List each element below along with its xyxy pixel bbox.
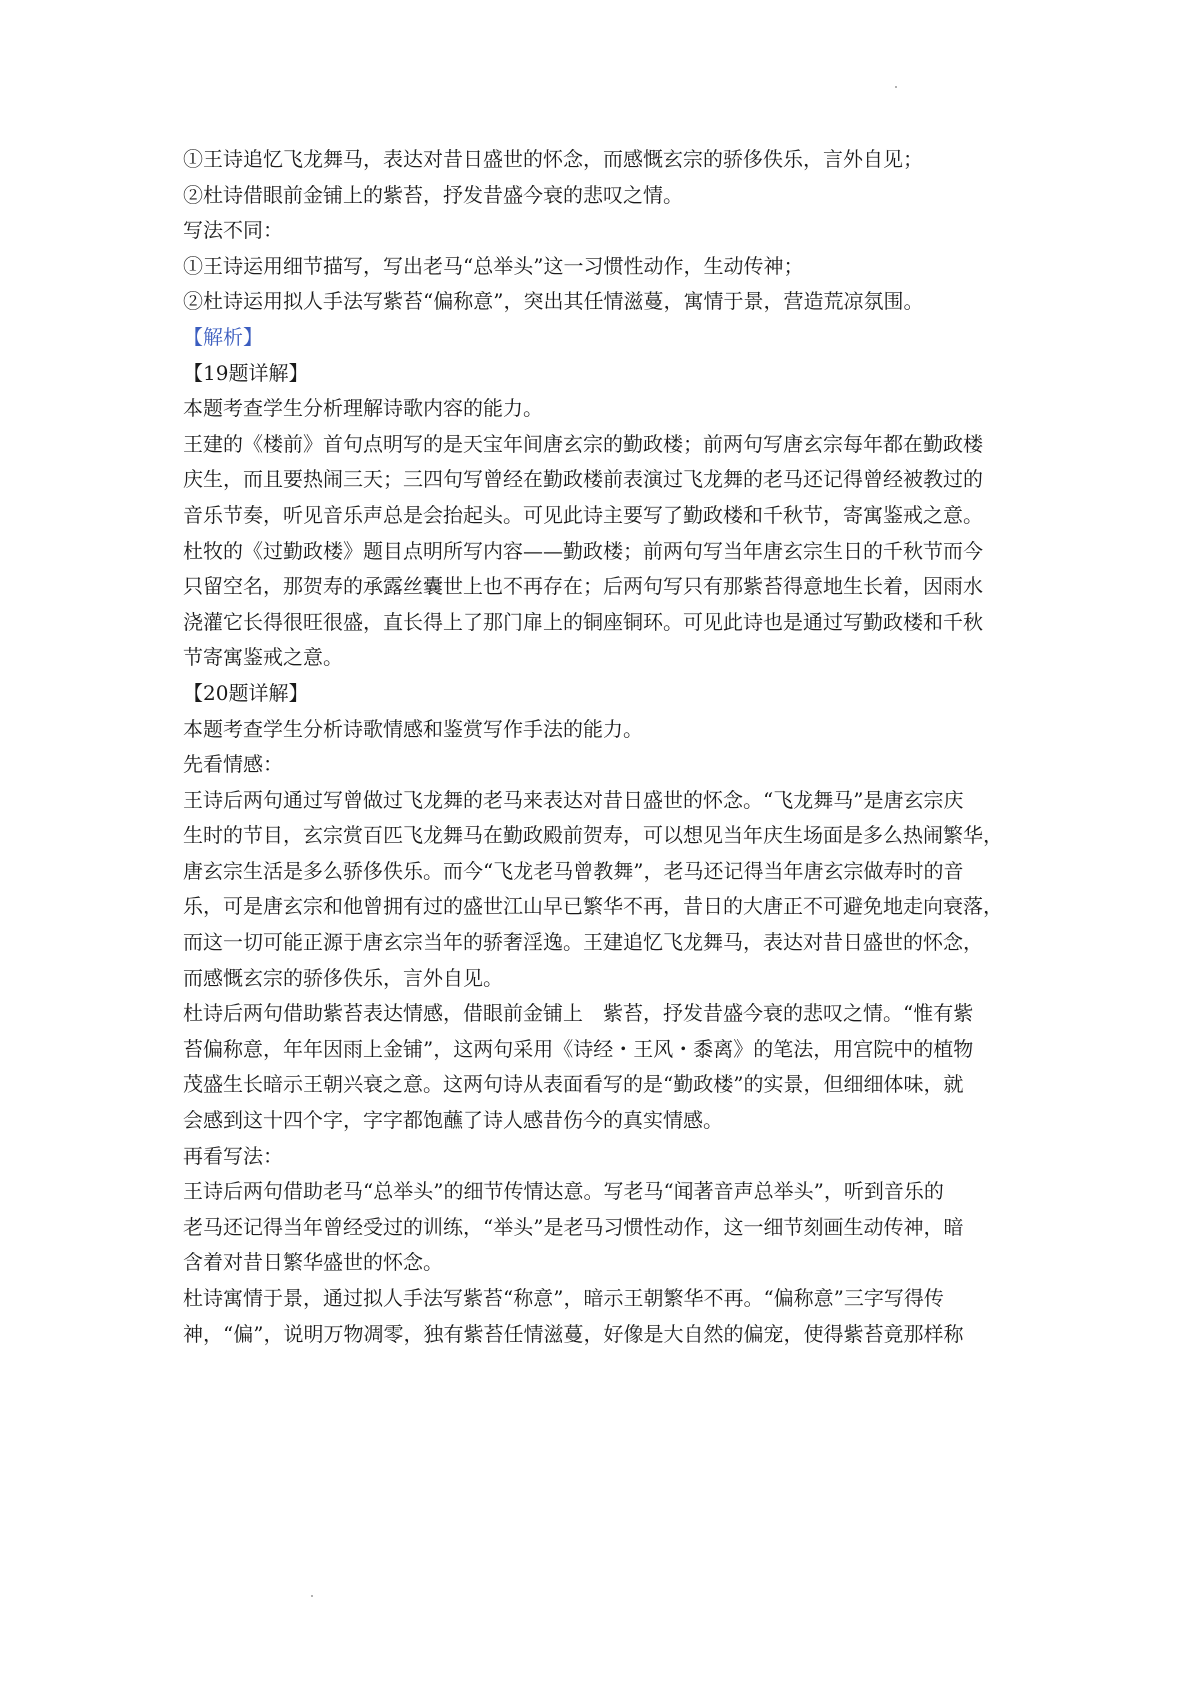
text-line: 含着对昔日繁华盛世的怀念。 xyxy=(183,1250,443,1275)
text-line: 苔偏称意，年年因雨上金铺”，这两句采用《诗经・王风・黍离》的笔法，用宫院中的植物 xyxy=(183,1036,974,1061)
text-line: 再看写法： xyxy=(183,1143,283,1168)
text-line: ①王诗追忆飞龙舞马，表达对昔日盛世的怀念，而感慨玄宗的骄侈佚乐，言外自见； xyxy=(183,147,923,171)
text-line: ②杜诗运用拟人手法写紫苔“偏称意”，突出其任情滋蔓，寓情于景，营造荒凉氛围。 xyxy=(183,289,924,314)
text-line: 神，“偏”，说明万物凋零，独有紫苔任情滋蔓，好像是大自然的偏宠，使得紫苔竟那样称 xyxy=(183,1321,964,1346)
text-line: 本题考查学生分析诗歌情感和鉴赏写作手法的能力。 xyxy=(183,716,643,741)
text-line: 乐，可是唐玄宗和他曾拥有过的盛世江山早已繁华不再，昔日的大唐正不可避免地走向衰落， xyxy=(183,894,1003,919)
text-line: 王建的《楼前》首句点明写的是天宝年间唐玄宗的勤政楼；前两句写唐玄宗每年都在勤政楼 xyxy=(183,431,983,456)
text-line: 庆生，而且要热闹三天；三四句写曾经在勤政楼前表演过飞龙舞的老马还记得曾经被教过的 xyxy=(183,467,983,492)
document-body xyxy=(183,142,1033,1352)
section-heading: 【解析】 xyxy=(183,324,263,349)
scan-speck xyxy=(895,86,897,88)
text-line: 节寄寓鉴戒之意。 xyxy=(183,645,343,670)
text-line: 只留空名，那贺寿的承露丝囊世上也不再存在；后两句写只有那紫苔得意地生长着，因雨水 xyxy=(183,574,983,599)
text-line: 而感慨玄宗的骄侈佚乐，言外自见。 xyxy=(183,965,503,990)
text-line: 会感到这十四个字，字字都饱蘸了诗人感昔伤今的真实情感。 xyxy=(183,1108,723,1133)
text-line: 杜牧的《过勤政楼》题目点明所写内容——勤政楼；前两句写当年唐玄宗生日的千秋节而今 xyxy=(183,538,983,563)
section-heading: 【19题详解】 xyxy=(183,360,309,385)
text-line: 茂盛生长暗示王朝兴衰之意。这两句诗从表面看写的是“勤政楼”的实景，但细细体味，就 xyxy=(183,1072,964,1097)
section-heading: 【20题详解】 xyxy=(183,680,309,705)
text-line: 杜诗后两句借助紫苔表达情感，借眼前金铺上 紫苔，抒发昔盛今衰的悲叹之情。“惟有紫 xyxy=(183,1001,974,1026)
text-line: 本题考查学生分析理解诗歌内容的能力。 xyxy=(183,396,543,421)
text-line: 写法不同： xyxy=(183,218,283,243)
text-line: 王诗后两句借助老马“总举头”的细节传情达意。写老马“闻著音声总举头”，听到音乐的 xyxy=(183,1179,944,1204)
text-line: 生时的节目，玄宗赏百匹飞龙舞马在勤政殿前贺寿，可以想见当年庆生场面是多么热闹繁华， xyxy=(183,823,1003,848)
text-line: 老马还记得当年曾经受过的训练，“举头”是老马习惯性动作，这一细节刻画生动传神，暗 xyxy=(183,1214,964,1239)
text-line: ②杜诗借眼前金铺上的紫苔，抒发昔盛今衰的悲叹之情。 xyxy=(183,182,683,207)
text-line: 先看情感： xyxy=(183,752,283,777)
text-line: 唐玄宗生活是多么骄侈佚乐。而今“飞龙老马曾教舞”，老马还记得当年唐玄宗做寿时的音 xyxy=(183,858,964,883)
text-line: ①王诗运用细节描写，写出老马“总举头”这一习惯性动作，生动传神； xyxy=(183,253,804,278)
text-line: 而这一切可能正源于唐玄宗当年的骄奢淫逸。王建追忆飞龙舞马，表达对昔日盛世的怀念， xyxy=(183,930,983,955)
text-line: 音乐节奏，听见音乐声总是会抬起头。可见此诗主要写了勤政楼和千秋节，寄寓鉴戒之意。 xyxy=(183,502,983,527)
scan-speck xyxy=(311,1595,313,1597)
text-line: 浇灌它长得很旺很盛，直长得上了那门扉上的铜座铜环。可见此诗也是通过写勤政楼和千秋 xyxy=(183,609,983,634)
text-line: 杜诗寓情于景，通过拟人手法写紫苔“称意”，暗示王朝繁华不再。“偏称意”三字写得传 xyxy=(183,1286,944,1310)
text-line: 王诗后两句通过写曾做过飞龙舞的老马来表达对昔日盛世的怀念。“飞龙舞马”是唐玄宗庆 xyxy=(183,787,964,812)
